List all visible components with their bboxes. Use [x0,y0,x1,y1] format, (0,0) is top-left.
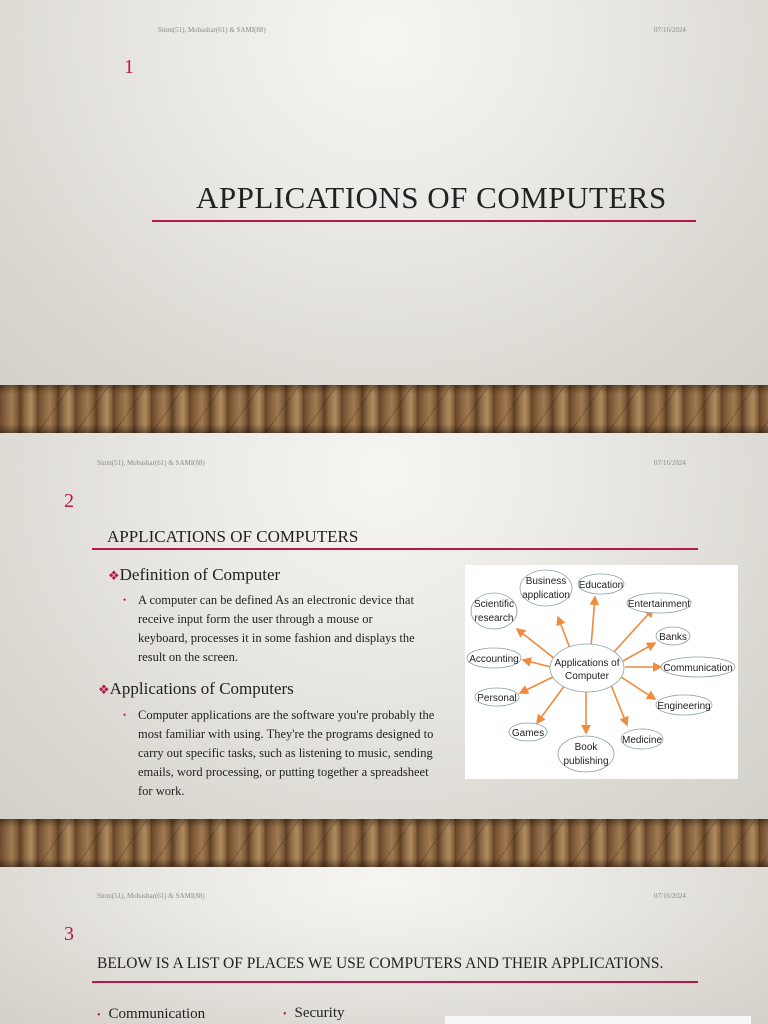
diagram-node-accounting [467,648,521,668]
arrow-accounting [523,660,551,667]
definition-line: receive input form the user through a mouse or [138,612,373,626]
center-label-line2: Computer [565,671,609,682]
slide-1-number: 1 [124,56,134,78]
diagram-node-engineering [656,695,712,715]
slide-1-date: 07/16/2024 [654,26,686,34]
diagram-node-banks [656,627,690,645]
node-label: Banks [659,632,687,643]
node-label: Engineering [657,701,711,712]
definition-line: keyboard, processes it in some fashion and displays the [138,631,415,645]
slide-2-title-underline [92,548,698,550]
slide-3-authors: Sinm(51), Mobashar(61) & SAMI(88) [97,892,205,900]
applications-line: emails, word processing, or putting together a spreadsheet [138,765,429,779]
wood-floor-divider [0,385,768,433]
diagram-node-medicine [621,729,663,749]
diagram-node-scientific [471,593,517,629]
bullet-icon: • [123,595,127,605]
diagram-center-node [550,644,624,692]
bullet-security [283,1005,345,1022]
bullet-text: Communication [108,1006,206,1022]
arrow-engineering [621,677,655,699]
slide-3 [0,867,768,1024]
slide-3-number: 3 [64,923,74,945]
applications-line: Computer applications are the software you're probably the [138,708,435,722]
slide-2-number: 2 [64,490,74,512]
applications-line: most familiar with using. They're the programs designed to [138,727,434,741]
definition-heading-text: Definition of Computer [119,565,281,584]
definition-line: result on the screen. [138,650,238,664]
applications-heading-text: Applications of Computers [109,679,294,698]
slide-3-title-underline [92,981,698,983]
slide-2-title: APPLICATIONS OF COMPUTERS [107,527,359,546]
bullet-text: Security [294,1005,345,1021]
diagram-node-personal [475,688,519,706]
slide-1 [0,0,768,385]
applications-heading [98,679,294,699]
definition-paragraph [123,591,458,667]
definition-line: A computer can be defined As an electronic device that [138,593,414,607]
node-label: Scientific [473,599,515,610]
arrow-scientific [517,629,555,659]
node-label: Communication [663,663,733,674]
node-label: research [474,613,514,624]
arrow-business [558,617,571,651]
bullet-icon: • [283,1009,287,1020]
arrow-medicine [611,685,627,725]
arrow-education [591,597,595,647]
arrow-games [537,685,565,723]
center-label-line1: Applications of [554,658,620,669]
bullet-icon: • [97,1010,101,1021]
node-label: Games [511,728,545,739]
slide-3-title: BELOW IS A LIST OF PLACES WE USE COMPUTERS AND THEIR APPLICATIONS. [97,955,664,972]
arrow-entertainment [613,609,653,653]
node-label: Book [574,742,598,753]
node-label: Business [525,576,567,587]
wood-floor-divider [0,819,768,867]
slide-3-date: 07/16/2024 [654,892,686,900]
diagram-node-book [558,736,614,772]
diagram-node-entertainment [627,593,691,613]
bullet-communication [97,1006,205,1023]
applications-line: for work. [138,784,185,798]
diagram-node-games [509,723,547,741]
arrow-banks [623,643,655,661]
slide-2-authors: Sinm(51), Mobashar(61) & SAMI(88) [97,459,205,467]
slide-1-title: APPLICATIONS OF COMPUTERS [196,180,667,215]
applications-diagram [465,565,738,779]
arrow-personal [520,677,553,693]
node-label: Entertainment [627,599,691,610]
diagram-node-business [520,570,572,606]
node-label: Accounting [469,654,519,665]
diagram-node-communication [661,657,735,677]
applications-line: carry out specific tasks, such as listening to music, sending [138,746,433,760]
node-label: Personal [477,693,517,704]
slide-1-authors: Sinm(51), Mobashar(61) & SAMI(88) [158,26,266,34]
diagram-node-education [578,574,624,594]
definition-heading [108,565,280,585]
node-label: Education [578,580,624,591]
slide-2-date: 07/16/2024 [654,459,686,467]
slide-3-image-placeholder [445,1016,751,1024]
node-label: Medicine [621,735,663,746]
diamond-bullet-icon: ❖ [108,568,120,583]
diamond-bullet-icon: ❖ [98,682,110,697]
slide-1-title-underline [152,220,696,222]
applications-paragraph [123,706,458,801]
applications-diagram-svg [465,565,738,779]
bullet-icon: • [123,710,127,720]
node-label: application [522,590,570,601]
node-label: publishing [563,756,609,767]
